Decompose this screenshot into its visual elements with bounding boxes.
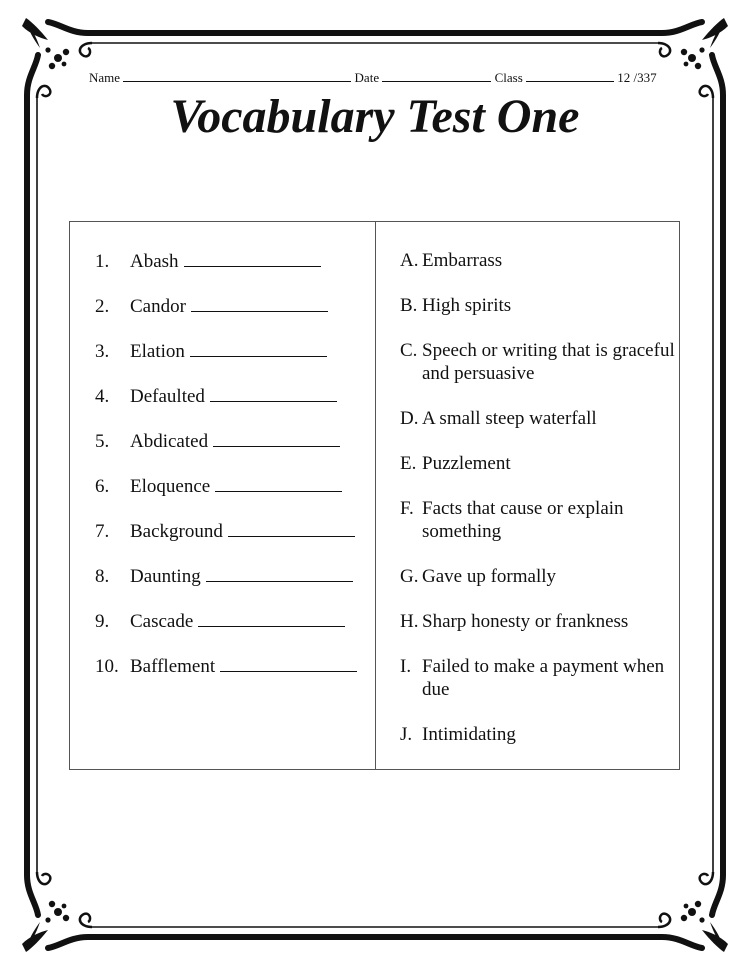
definition-text: Intimidating — [422, 724, 516, 745]
definition-text: Embarrass — [422, 250, 503, 271]
definition-item — [400, 295, 686, 318]
definition-item — [400, 250, 686, 273]
word-item — [95, 475, 342, 499]
name-label: Name — [89, 70, 121, 85]
word-number: 10. — [95, 656, 119, 677]
class-label: Class — [494, 70, 523, 85]
word-text: Cascade — [130, 611, 194, 632]
answer-blank[interactable] — [198, 610, 345, 627]
corner-ornament-icon — [658, 18, 728, 98]
word-number: 2. — [95, 296, 110, 317]
word-text: Bafflement — [130, 656, 216, 677]
word-text: Background — [130, 521, 223, 542]
word-number: 6. — [95, 476, 110, 497]
word-text: Daunting — [130, 566, 201, 587]
definition-item — [400, 340, 686, 385]
definition-text: Facts that cause or explain something — [422, 498, 624, 542]
student-info-line — [89, 70, 689, 86]
answer-blank[interactable] — [206, 565, 353, 582]
definition-text: High spirits — [422, 295, 512, 316]
word-text: Abash — [130, 251, 179, 272]
answer-blank[interactable] — [220, 655, 357, 672]
word-number: 9. — [95, 611, 110, 632]
definition-text: A small steep waterfall — [422, 408, 597, 429]
definition-text: Sharp honesty or frankness — [422, 611, 629, 632]
definition-letter: C. — [400, 340, 418, 361]
word-item — [95, 340, 327, 364]
class-field[interactable] — [526, 70, 614, 82]
matching-table — [69, 221, 680, 770]
score-total: /337 — [633, 70, 657, 85]
definition-text: Gave up formally — [422, 566, 557, 587]
word-number: 1. — [95, 251, 110, 272]
definition-letter: H. — [400, 611, 419, 632]
definition-letter: A. — [400, 250, 419, 271]
definition-item — [400, 656, 686, 701]
word-number: 4. — [95, 386, 110, 407]
definition-letter: J. — [400, 724, 413, 745]
definition-letter: F. — [400, 498, 414, 519]
definition-text: Puzzlement — [422, 453, 511, 474]
definition-item — [400, 724, 686, 747]
definition-letter: I. — [400, 656, 412, 677]
date-field[interactable] — [382, 70, 491, 82]
answer-blank[interactable] — [213, 430, 340, 447]
definition-letter: D. — [400, 408, 419, 429]
word-text: Defaulted — [130, 386, 205, 407]
corner-ornament-icon — [22, 18, 92, 98]
definition-text: Speech or writing that is graceful and persuasive — [422, 340, 675, 384]
answer-blank[interactable] — [215, 475, 342, 492]
answer-blank[interactable] — [210, 385, 337, 402]
definition-item — [400, 566, 686, 589]
date-label: Date — [354, 70, 380, 85]
definition-item — [400, 611, 686, 634]
definition-item — [400, 453, 686, 476]
definition-letter: E. — [400, 453, 417, 474]
word-item — [95, 295, 328, 319]
word-number: 8. — [95, 566, 110, 587]
answer-blank[interactable] — [190, 340, 327, 357]
answer-blank[interactable] — [228, 520, 355, 537]
corner-ornament-icon — [22, 872, 92, 952]
definition-letter: G. — [400, 566, 419, 587]
word-text: Elation — [130, 341, 185, 362]
word-number: 3. — [95, 341, 110, 362]
word-item — [95, 655, 357, 679]
word-item — [95, 385, 337, 409]
definition-item — [400, 408, 686, 431]
word-text: Eloquence — [130, 476, 211, 497]
word-text: Candor — [130, 296, 186, 317]
definition-item — [400, 498, 686, 543]
word-item — [95, 430, 340, 454]
word-number: 5. — [95, 431, 110, 452]
column-divider — [375, 222, 376, 769]
word-text: Abdicated — [130, 431, 209, 452]
word-item — [95, 565, 353, 589]
page-title: Vocabulary Test One — [170, 90, 580, 143]
name-field[interactable] — [123, 70, 351, 82]
word-number: 7. — [95, 521, 110, 542]
answer-blank[interactable] — [184, 250, 321, 267]
definition-text: Failed to make a payment when due — [422, 656, 665, 700]
word-item — [95, 250, 321, 274]
score-value: 12 — [617, 70, 631, 85]
answer-blank[interactable] — [191, 295, 328, 312]
word-item — [95, 520, 355, 544]
corner-ornament-icon — [658, 872, 728, 952]
word-item — [95, 610, 345, 634]
definition-letter: B. — [400, 295, 418, 316]
